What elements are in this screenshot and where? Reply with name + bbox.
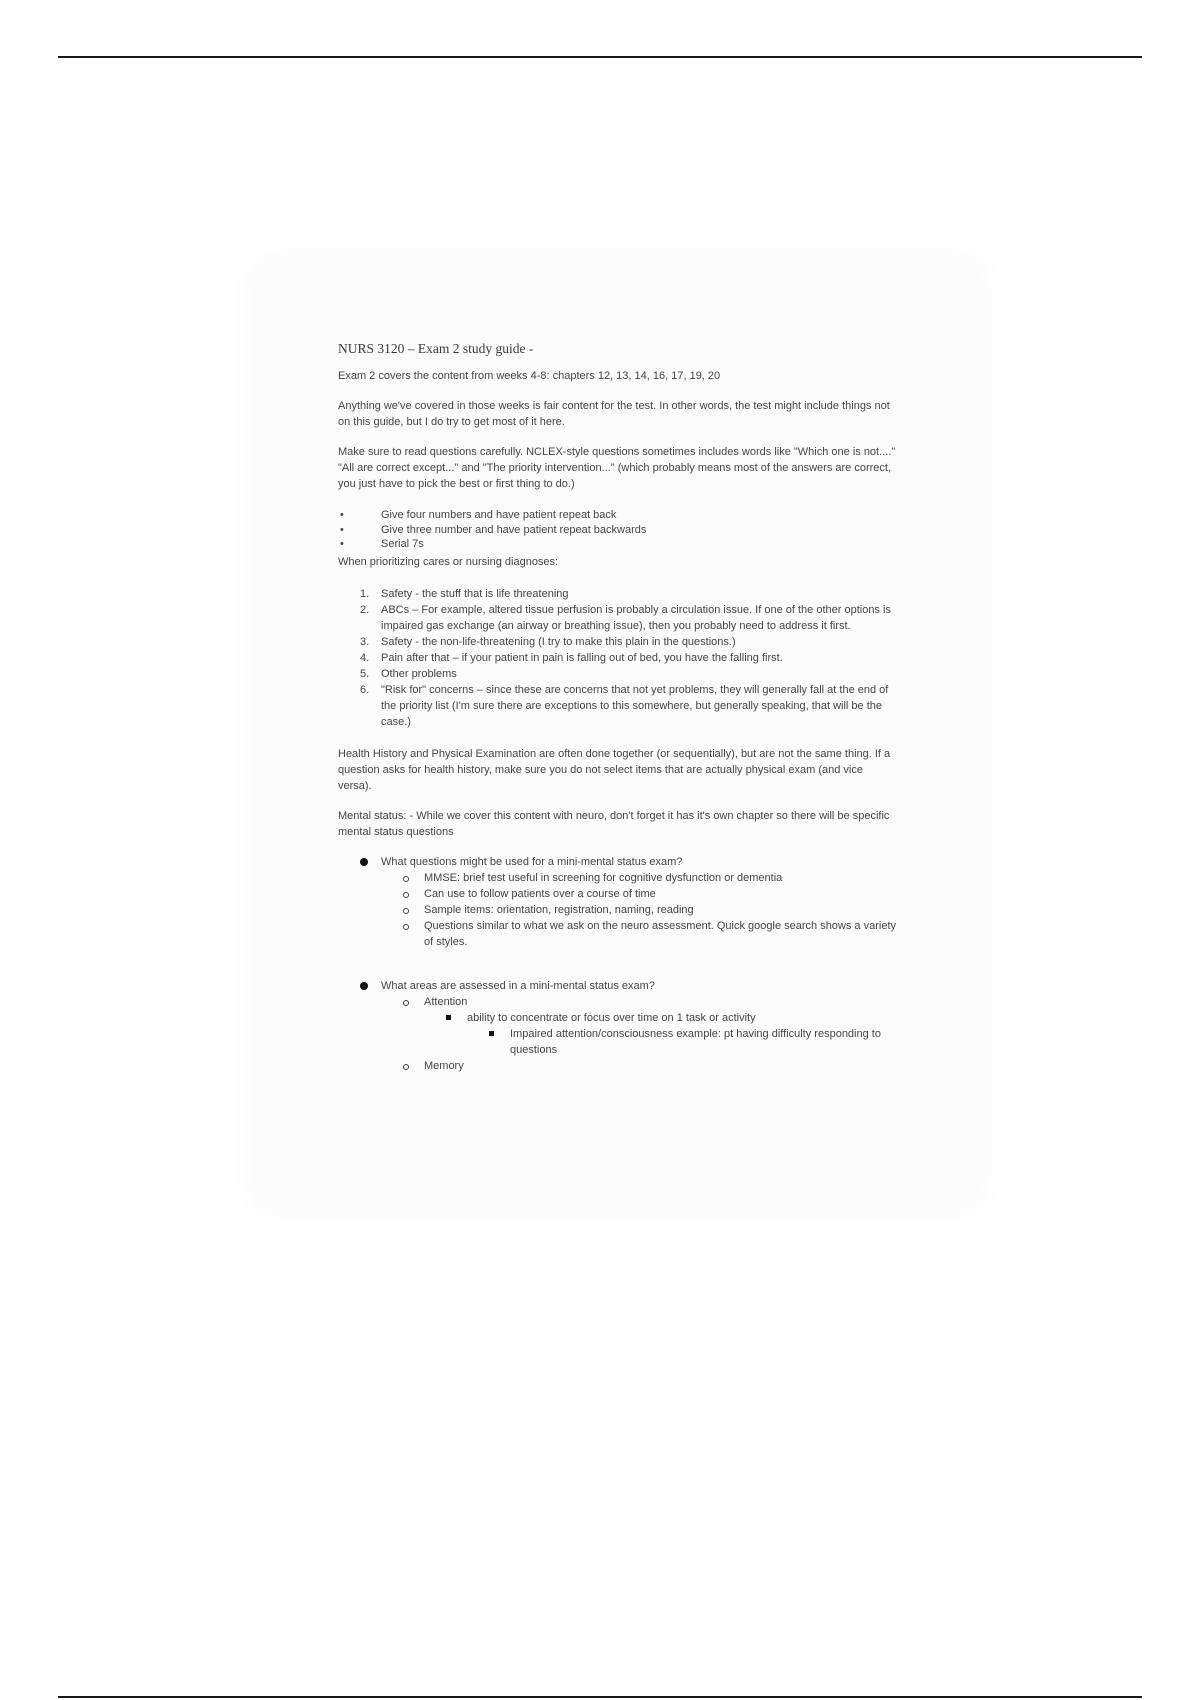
- coverage-paragraph: Exam 2 covers the content from weeks 4-8: chapters 12, 13, 14, 16, 17, 19, 20: [338, 370, 721, 382]
- list-item: [467, 1026, 898, 1058]
- area-text: Memory: [424, 1059, 464, 1072]
- detail-text: ability to concentrate or focus over time on 1 task or activity: [467, 1011, 756, 1024]
- bullet-dot-icon: [360, 982, 368, 990]
- list-text: Safety - the non-life-threatening (I try to make this plain in the questions.): [381, 635, 736, 648]
- memory-test-list: [338, 508, 898, 552]
- list-item: [381, 994, 898, 1058]
- circle-bullet-icon: [403, 876, 409, 882]
- list-number: 3.: [360, 635, 370, 648]
- bullet-dot-icon: [360, 858, 368, 866]
- fair-content-paragraph: Anything we've covered in those weeks is fair content for the test. In other words, the test might include things not on this guide, but I do try to get most of it here.: [338, 400, 890, 428]
- list-item: • Serial 7s: [338, 537, 898, 552]
- mental-status-paragraph: Mental status: - While we cover this content with neuro, don't forget it has it's own chapter so there will be specific mental status questions: [338, 809, 890, 838]
- list-item: • Give four numbers and have patient repeat back: [338, 508, 898, 523]
- list-item: [338, 586, 898, 602]
- list-text: ABCs – For example, altered tissue perfusion is probably a circulation issue. If one of the other options is impaired gas exchange (an airway or breathing issue), then you probably need to address it first.: [381, 603, 891, 632]
- list-item: [338, 634, 898, 650]
- list-item: [381, 918, 898, 950]
- prioritizing-intro: When prioritizing cares or nursing diagnoses:: [338, 555, 559, 568]
- example-text: Impaired attention/consciousness example: pt having difficulty responding to questions: [510, 1027, 881, 1056]
- list-number: 1.: [360, 587, 370, 600]
- list-number: 2.: [360, 603, 370, 616]
- circle-bullet-icon: [403, 1064, 409, 1070]
- read-carefully-paragraph: Make sure to read questions carefully. NCLEX-style questions sometimes includes words like "Which one is not...." "All are correct except..." and "The priority intervention..." (which probably means most of the answers are correct, you just have to pick the best or first thing to do.): [338, 446, 896, 490]
- answer-text: Questions similar to what we ask on the neuro assessment. Quick google search shows a variety of styles.: [424, 919, 897, 948]
- list-item: • Give three number and have patient repeat backwards: [338, 523, 898, 538]
- list-item: [338, 666, 898, 682]
- list-item: [381, 1058, 898, 1074]
- circle-bullet-icon: [403, 1000, 409, 1006]
- attention-example-list: [467, 1026, 898, 1058]
- circle-bullet-icon: [403, 892, 409, 898]
- list-item: [338, 854, 898, 950]
- answer-text: Sample items: orientation, registration, naming, reading: [424, 903, 694, 916]
- list-text: Safety - the stuff that is life threatening: [381, 587, 569, 600]
- circle-bullet-icon: [403, 908, 409, 914]
- document-title: NURS 3120 – Exam 2 study guide -: [338, 341, 534, 356]
- health-history-paragraph: Health History and Physical Examination are often done together (or sequentially), but are not the same thing. If a question asks for health history, make sure you do not select items that are actually physical exam (and vice versa).: [338, 747, 891, 792]
- list-number: 5.: [360, 667, 370, 680]
- question-text: What areas are assessed in a mini-mental status exam?: [381, 979, 655, 992]
- list-item: [424, 1010, 898, 1058]
- answer-text: MMSE: brief test useful in screening for cognitive dysfunction or dementia: [424, 871, 783, 884]
- square-bullet-icon: [446, 1015, 451, 1020]
- list-item: [381, 870, 898, 886]
- list-text: "Risk for" concerns – since these are concerns that not yet problems, they will generally fall at the end of the priority list (I'm sure there are exceptions to this somewhere, but generally speaking, that will be the case.): [381, 683, 889, 728]
- list-text: Other problems: [381, 667, 457, 680]
- answer-text: Can use to follow patients over a course of time: [424, 887, 656, 900]
- top-rule: [58, 56, 1142, 58]
- list-item: [381, 886, 898, 902]
- priority-list: [338, 586, 898, 730]
- area-text: Attention: [424, 995, 468, 1008]
- list-item: [338, 978, 898, 1074]
- area-list: [381, 994, 898, 1074]
- list-item: [381, 902, 898, 918]
- attention-detail-list: [424, 1010, 898, 1058]
- mental-status-questions: [338, 854, 898, 1074]
- list-number: 6.: [360, 683, 370, 696]
- square-bullet-icon: [489, 1031, 494, 1036]
- list-text: Pain after that – if your patient in pain is falling out of bed, you have the falling first.: [381, 651, 783, 664]
- list-number: 4.: [360, 651, 370, 664]
- study-guide-document: [338, 340, 898, 1074]
- list-item: [338, 602, 898, 634]
- bottom-rule: [58, 1696, 1142, 1698]
- list-item: [338, 650, 898, 666]
- list-item: [338, 682, 898, 730]
- question-text: What questions might be used for a mini-mental status exam?: [381, 855, 683, 868]
- circle-bullet-icon: [403, 924, 409, 930]
- answer-list: [381, 870, 898, 950]
